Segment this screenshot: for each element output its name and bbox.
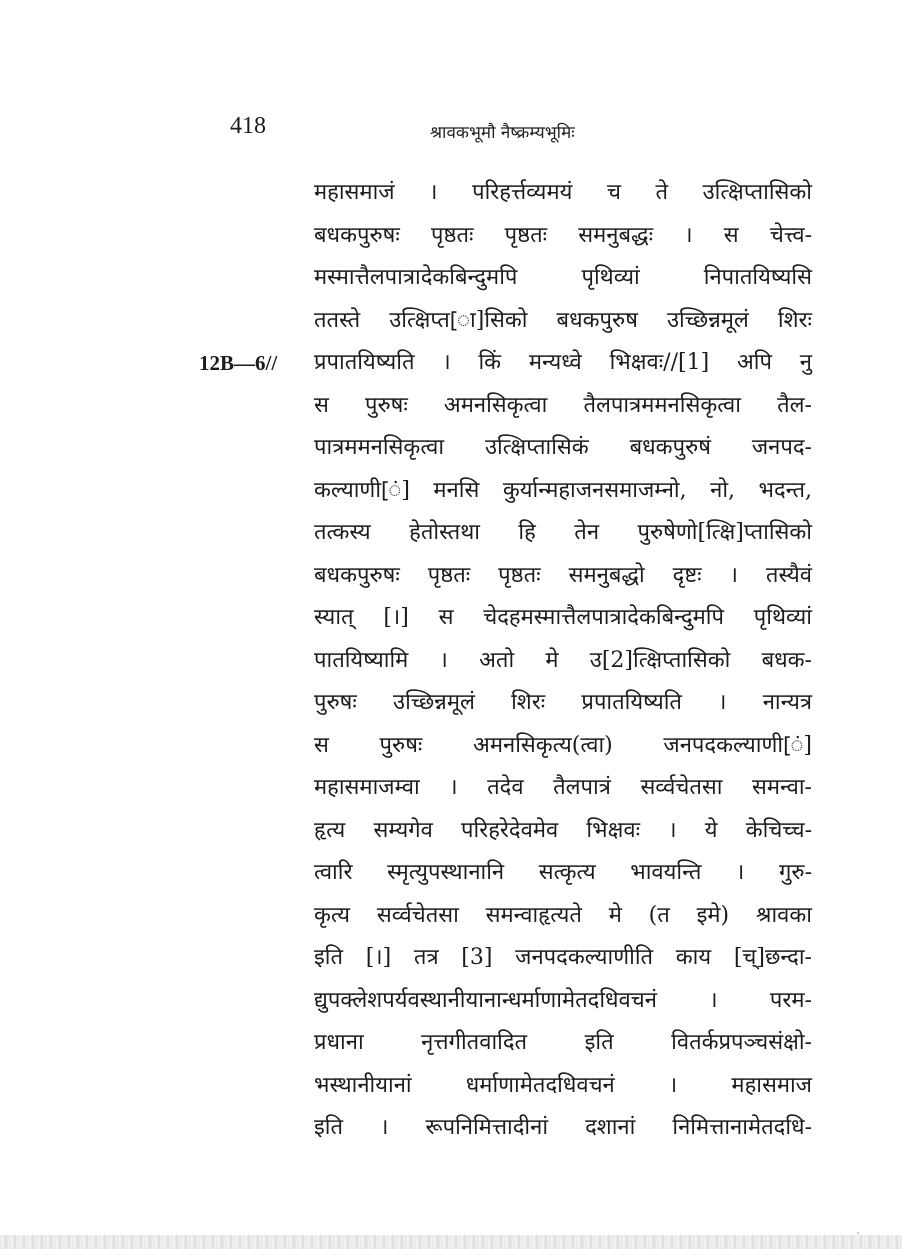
text-line: मस्मात्तैलपात्रादेकबिन्दुमपि पृथिव्यां निपातयिष्यसि: [314, 265, 812, 290]
text-line: द्युपक्लेशपर्यवस्थानीयानान्धर्माणामेतदधिवचनं । परम-: [314, 987, 812, 1013]
page-number: 418: [230, 113, 266, 139]
text-line: बधकपुरुषः पृष्ठतः पृष्ठतः समनुबद्धो दृष्टः । तस्यैवं: [314, 562, 812, 588]
text-line: प्रपातयिष्यति । किं मन्यध्वे भिक्षवः//[1] अपि नु: [314, 350, 812, 375]
body-text: [314, 172, 812, 1150]
margin-folio-note: 12B—6//: [199, 351, 278, 375]
text-line: हृत्य सम्यगेव परिहरेदेवमेव भिक्षवः । ये केचिच्च-: [314, 817, 812, 843]
text-line: महासमाजम्वा । तदेव तैलपात्रं सर्व्वचेतसा समन्वा-: [314, 775, 812, 800]
text-line: पात्रममनसिकृत्वा उत्क्षिप्तासिकं बधकपुरुषं जनपद-: [314, 435, 812, 460]
text-line: महासमाजं । परिहर्त्तव्यमयं च ते उत्क्षिप्तासिको: [314, 180, 812, 205]
text-line: इति । रूपनिमित्तादीनां दशानां निमित्तानामेतदधि-: [314, 1115, 812, 1140]
text-line: स्यात् [।] स चेदहमस्मात्तैलपात्रादेकबिन्दुमपि पृथिव्यां: [314, 605, 812, 630]
running-head: श्रावकभूमौ नैष्क्रम्यभूमिः: [430, 123, 575, 143]
scan-bottom-edge: [0, 1235, 902, 1249]
text-line: भस्थानीयानां धर्माणामेतदधिवचनं । महासमाज: [314, 1072, 812, 1098]
scan-speck: [857, 1232, 859, 1234]
text-line: स पुरुषः अमनसिकृत्वा तैलपात्रममनसिकृत्वा तैल-: [314, 392, 812, 418]
text-line: त्वारि स्मृत्युपस्थानानि सत्कृत्य भावयन्ति । गुरु-: [314, 860, 812, 885]
text-line: कल्याणी[ं] मनसि कुर्यान्महाजनसमाजम्नो, नो, भदन्त,: [314, 477, 812, 503]
text-line: तत्कस्य हेतोस्तथा हि तेन पुरुषेणो[त्क्षि]प्तासिको: [314, 520, 812, 545]
text-line: प्रधाना नृत्तगीतवादित इति वितर्कप्रपञ्चसंक्षो-: [314, 1030, 812, 1055]
text-line: ततस्ते उत्क्षिप्त[ा]सिको बधकपुरुष उच्छिन्नमूलं शिरः: [314, 307, 812, 333]
text-line: बधकपुरुषः पृष्ठतः पृष्ठतः समनुबद्धः । स चेत्त्व-: [314, 222, 812, 248]
text-line: पुरुषः उच्छिन्नमूलं शिरः प्रपातयिष्यति । नान्यत्र: [314, 690, 812, 715]
text-line: स पुरुषः अमनसिकृत्य(त्वा) जनपदकल्याणी[ं]: [314, 732, 812, 758]
text-line: कृत्य सर्व्वचेतसा समन्वाहृत्यते मे (त इमे) श्रावका: [314, 902, 812, 928]
text-line: पातयिष्यामि । अतो मे उ[2]त्क्षिप्तासिको बधक-: [314, 647, 812, 673]
text-line: इति [।] तत्र [3] जनपदकल्याणीति काय [च्]छन्दा-: [314, 945, 812, 970]
